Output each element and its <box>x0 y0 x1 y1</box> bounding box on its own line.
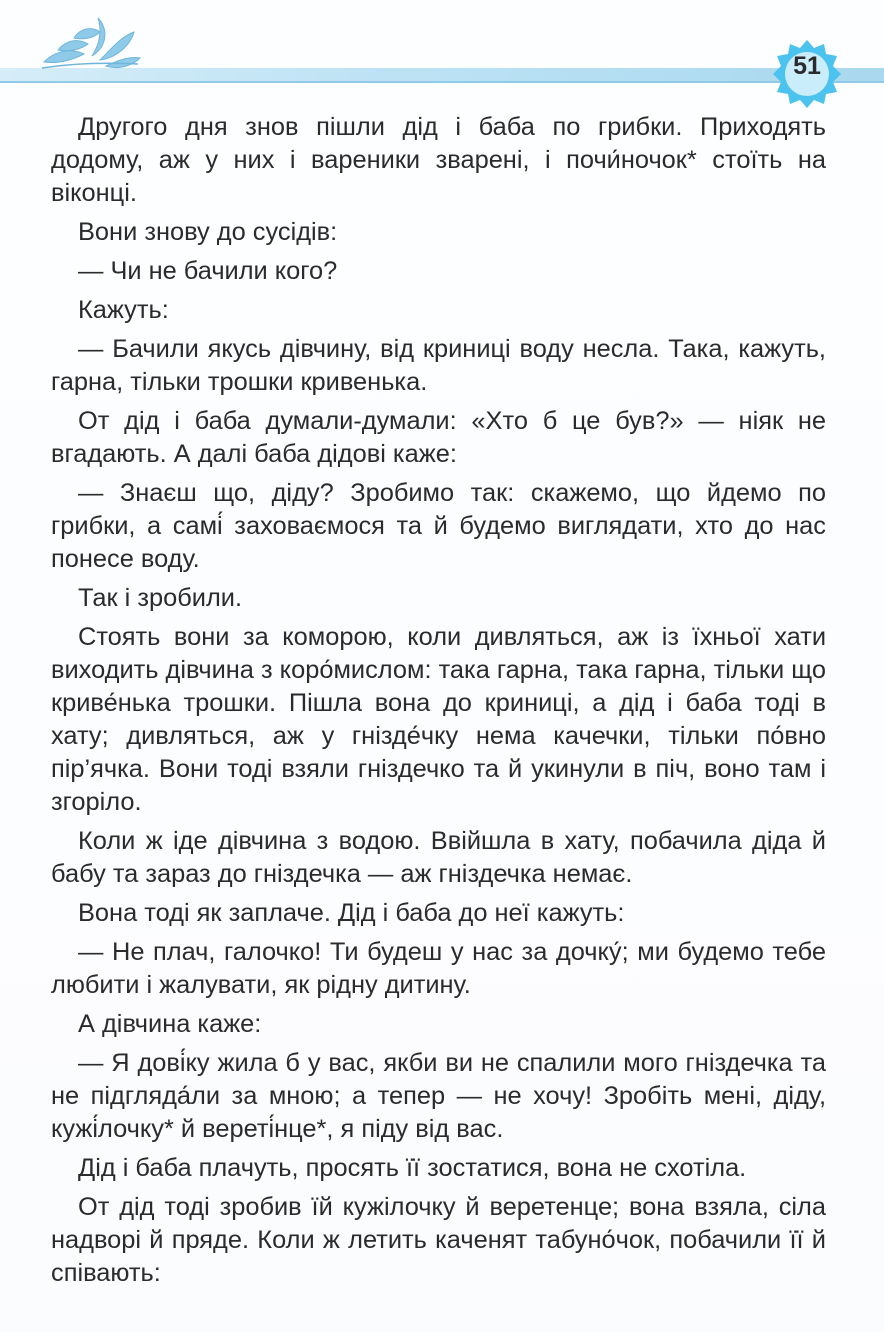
paragraph: Кажуть: <box>78 296 169 324</box>
header-divider <box>0 81 884 83</box>
paragraph: Другого дня знов пішли дід і баба по грибки. Приходять додому, аж у них і вареники зварені, і почи́ночок* стоїть на віконці. <box>51 113 826 207</box>
paragraph: Вона тоді як заплаче. Дід і баба до неї кажуть: <box>78 899 625 927</box>
paragraph: — Не плач, галочко! Ти будеш у нас за дочку́; ми будемо тебе любити і жалувати, як рідну дитину. <box>51 938 826 999</box>
paragraph: От дід і баба думали-думали: «Хто б це був?» — ніяк не вгадають. А далі баба дідові каже: <box>51 407 826 468</box>
paragraph: — Бачили якусь дівчину, від криниці воду несла. Така, кажуть, гарна, тільки трошки кривенька. <box>51 335 826 396</box>
paragraph: Вони знову до сусідів: <box>78 218 338 246</box>
page-number: 51 <box>793 52 821 80</box>
paragraph: — Я дові́ку жила б у вас, якби ви не спалили мого гніздечка та не підгляда́ли за мною; а тепер — не хочу! Зробіть мені, діду, кужі́лочку* й вереті́нце*, я піду від вас. <box>51 1049 826 1143</box>
paragraph: Так і зробили. <box>78 584 243 612</box>
story-text <box>51 111 826 1296</box>
leaf-ornament-icon <box>38 14 143 76</box>
paragraph: — Чи не бачили кого? <box>78 257 338 285</box>
paragraph: Стоять вони за коморою, коли дивляться, аж із їхньої хати виходить дівчина з коро́мислом: така гарна, така гарна, тільки що криве́нька трошки. Пішла вона до криниці, а дід і баба тоді в хату; дивляться, аж у гнізде́чку нема качечки, тільки по́вно пір’ячка. Вони тоді взяли гніздечко та й укинули в піч, воно там і згоріло. <box>51 623 826 816</box>
paragraph: Коли ж іде дівчина з водою. Ввійшла в хату, побачила діда й бабу та зараз до гніздечка — аж гніздечка немає. <box>51 827 826 888</box>
paragraph: Дід і баба плачуть, просять її зостатися, вона не схотіла. <box>78 1154 747 1182</box>
paragraph: От дід тоді зробив їй кужілочку й веретенце; вона взяла, сіла надворі й пряде. Коли ж летить каченят табуно́чок, побачили її й співають: <box>51 1193 826 1287</box>
paragraph: — Знаєш що, діду? Зробимо так: скажемо, що йдемо по грибки, а самі́ заховаємося та й будемо виглядати, хто до нас понесе воду. <box>51 479 826 573</box>
paragraph: А дівчина каже: <box>78 1010 262 1038</box>
